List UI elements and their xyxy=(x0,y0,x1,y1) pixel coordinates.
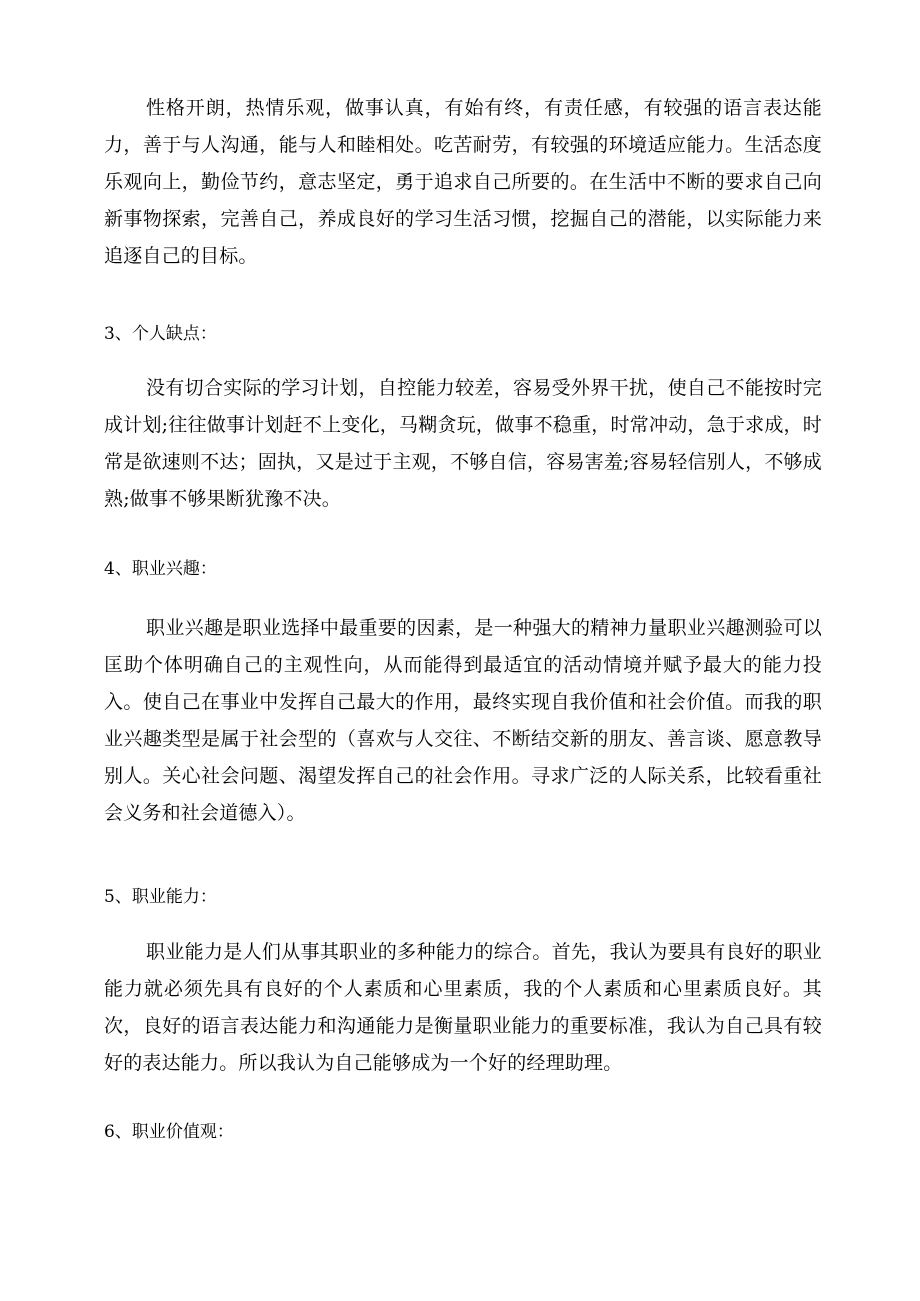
section-heading-interests: 4、职业兴趣： xyxy=(104,559,217,579)
section-heading-values: 6、职业价值观： xyxy=(104,1122,234,1142)
interests-paragraph: 职业兴趣是职业选择中最重要的因素，是一种强大的精神力量职业兴趣测验可以匡助个体明确自己的主观性向，从而能得到最适宜的活动情境并赋予最大的能力投入。使自己在事业中发挥自己最大的作用，最终实现自我价值和社会价值。而我的职业兴趣类型是属于社会型的（喜欢与人交往、不断结交新的朋友、善言谈、愿意教导别人。关心社会问题、渴望发挥自己的社会作用。寻求广泛的人际关系，比较看重社会义务和社会道德入）。 xyxy=(104,617,822,824)
weaknesses-paragraph: 没有切合实际的学习计划，自控能力较差，容易受外界干扰，使自己不能按时完成计划;往往做事计划赶不上变化，马糊贪玩，做事不稳重，时常冲动，急于求成，时常是欲速则不达；固执，又是过于主观，不够自信，容易害羞;容易轻信别人，不够成熟;做事不够果断犹豫不决。 xyxy=(104,377,822,510)
personality-paragraph: 性格开朗，热情乐观，做事认真，有始有终，有责任感，有较强的语言表达能力，善于与人沟通，能与人和睦相处。吃苦耐劳，有较强的环境适应能力。生活态度乐观向上，勤俭节约，意志坚定，勇于追求自己所要的。在生活中不断的要求自己向新事物探索，完善自己，养成良好的学习生活习惯，挖掘自己的潜能，以实际能力来追逐自己的目标。 xyxy=(104,97,822,267)
section-heading-weaknesses: 3、个人缺点： xyxy=(104,324,217,344)
section-heading-abilities: 5、职业能力： xyxy=(104,887,217,907)
abilities-paragraph: 职业能力是人们从事其职业的多种能力的综合。首先，我认为要具有良好的职业能力就必须先具有良好的个人素质和心里素质，我的个人素质和心里素质良好。其次，良好的语言表达能力和沟通能力是衡量职业能力的重要标准，我认为自己具有较好的表达能力。所以我认为自己能够成为一个好的经理助理。 xyxy=(104,941,822,1074)
